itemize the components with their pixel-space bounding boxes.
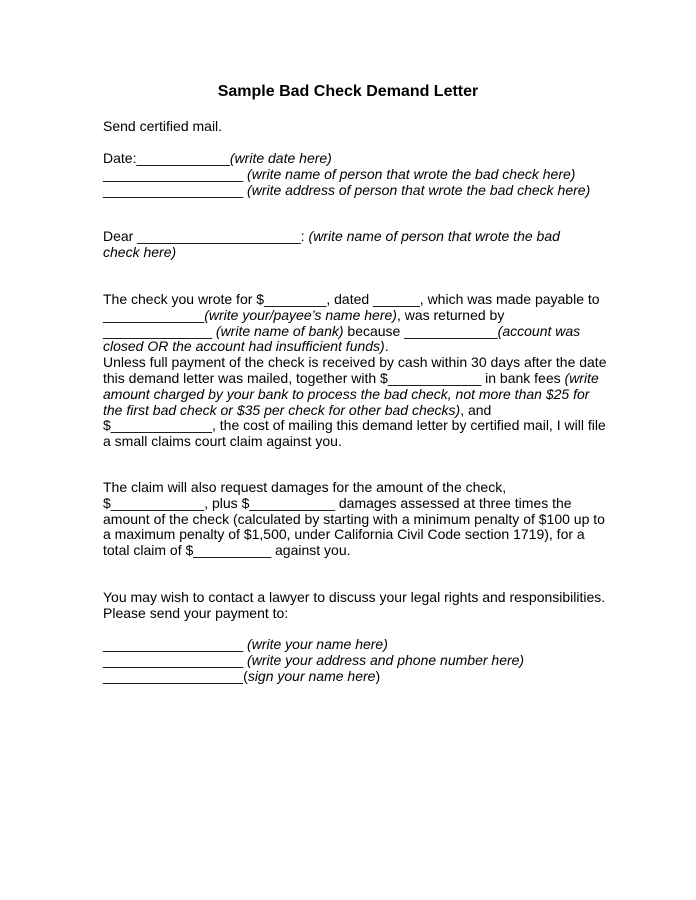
letter-text: __________________ (103, 636, 248, 652)
instruction-text: (account was (497, 322, 581, 339)
letter-text: . (384, 338, 389, 355)
letter-text: __________________ (103, 165, 248, 182)
send-certified-note: Send certified mail. (103, 118, 223, 134)
text-line (103, 387, 603, 403)
letter-text: because ____________ (343, 322, 498, 339)
instruction-text: (write your/payee’s name here) (204, 306, 397, 323)
text-line (103, 245, 603, 261)
text-line (103, 434, 603, 450)
paragraph-damages-claim (103, 480, 603, 559)
instruction-text: closed OR the account had insufficient funds) (103, 338, 385, 355)
text-line (103, 292, 603, 308)
letter-text: ______________ (103, 322, 216, 339)
letter-text: ) (375, 667, 381, 684)
letter-text: _____________ (103, 306, 205, 323)
instruction-text: (write date here) (229, 150, 332, 166)
letter-text: total claim of $__________ against you. (103, 542, 351, 559)
letter-text: this demand letter was mailed, together with $____________ in bank fees (103, 369, 565, 386)
letter-text: Dear _____________________: (103, 228, 309, 244)
text-line (103, 589, 606, 606)
text-line (103, 371, 603, 387)
letter-text: The claim will also request damages for the amount of the check, (103, 479, 507, 495)
letter-text: The check you wrote for $________, dated ______, which was made payable to (103, 291, 600, 307)
text-line (103, 229, 603, 245)
letter-text: , was returned by (396, 306, 505, 323)
instruction-text: the first bad check or $35 per check for other bad checks) (103, 401, 461, 418)
text-line (103, 496, 603, 512)
text-line (103, 653, 603, 669)
instruction-text: amount charged by your bank to process the bad check, not more than $25 for (103, 385, 590, 402)
letter-text: a maximum penalty of $1,500, under California Civil Code section 1719), for a (103, 526, 585, 543)
letter-text: __________________( (103, 667, 248, 684)
text-line (103, 512, 603, 528)
letter-text: amount of the check (calculated by starting with a minimum penalty of $100 up to (103, 510, 605, 527)
document-title: Sample Bad Check Demand Letter (217, 83, 479, 100)
letter-text: $____________, plus $___________ damages assessed at three times the (103, 494, 572, 511)
text-line (103, 167, 603, 183)
instruction-text: (write your address and phone number here) (247, 651, 525, 668)
letter-text: Unless full payment of the check is received by cash within 30 days after the date (103, 354, 607, 371)
text-line (103, 151, 603, 167)
instruction-text: sign your name here (247, 667, 376, 684)
signature-block (103, 637, 603, 684)
letter-text: __________________ (103, 181, 248, 198)
instruction-text: (write your name here) (247, 636, 388, 652)
instruction-text: (write (564, 369, 599, 386)
letter-text: , and (460, 401, 492, 418)
instruction-text: check here) (103, 243, 177, 260)
text-line (103, 480, 603, 496)
text-line (103, 669, 603, 685)
text-line (103, 324, 603, 340)
text-line (103, 183, 603, 199)
paragraph-lawyer-note (103, 589, 606, 622)
text-line (103, 308, 603, 324)
letter-text: Date:____________ (103, 150, 230, 166)
text-line (103, 339, 603, 355)
instruction-text: (write name of person that wrote the bad (308, 228, 560, 244)
letter-text: __________________ (103, 651, 248, 668)
text-line (103, 606, 603, 622)
letter-text: You may wish to contact a lawyer to discuss your legal rights and responsibilities. (103, 589, 606, 605)
text-line (103, 403, 603, 419)
instruction-text: (write address of person that wrote the bad check here) (247, 181, 591, 198)
paragraph-check-returned (103, 291, 607, 450)
text-line (103, 527, 603, 543)
instruction-text: (write name of bank) (215, 322, 344, 339)
letter-text: Please send your payment to: (103, 604, 289, 621)
text-line (103, 637, 603, 653)
instruction-text: (write name of person that wrote the bad check here) (247, 165, 576, 182)
text-line (103, 417, 606, 434)
header-block (103, 151, 603, 198)
salutation-block (103, 229, 603, 261)
letter-text: a small claims court claim against you. (103, 433, 342, 450)
text-line (103, 543, 603, 559)
letter-text: $_____________, the cost of mailing this demand letter by certified mail, I will file (103, 417, 606, 434)
text-line (103, 354, 607, 371)
